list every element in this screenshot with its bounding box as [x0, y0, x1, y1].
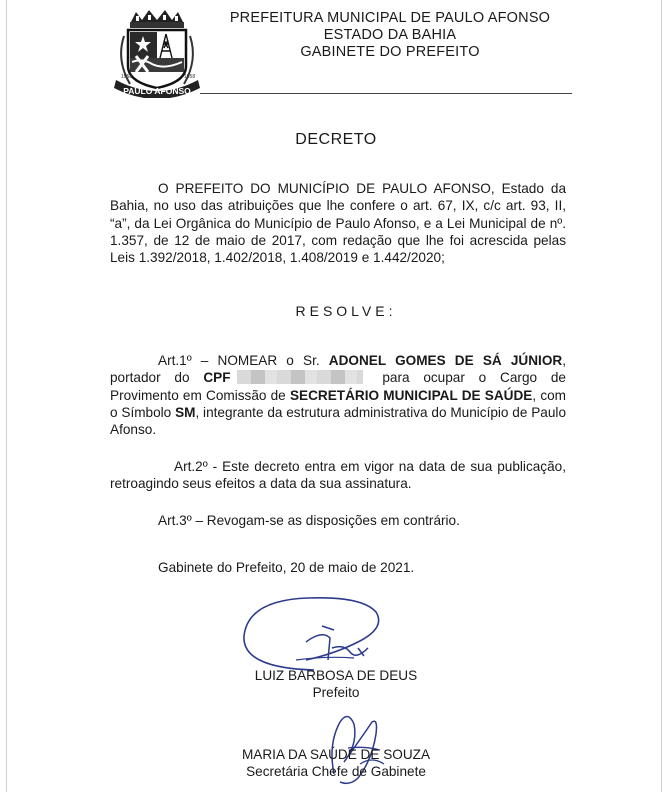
secretary-name: MARIA DA SAÚDE DE SOUZA	[241, 747, 431, 762]
art1-mid2: para ocupar o Cargo de Provimento em Comissão de	[110, 370, 566, 403]
document-title: DECRETO	[295, 131, 377, 148]
article-2: Art.2º - Este decreto entra em vigor na data de sua publicação, retroagindo seus efeitos a data da sua assinatura.	[110, 459, 566, 492]
header-line-3: GABINETE DO PREFEITO	[300, 44, 480, 60]
seal-banner-text: PAULO AFONSO	[123, 86, 191, 96]
article-3: Art.3º – Revogam-se as disposições em contrário.	[158, 513, 460, 528]
coat-of-arms-icon	[108, 6, 206, 98]
mayor-signature-block	[0, 667, 672, 701]
article-1	[110, 352, 566, 438]
art1-mid1: , portador do	[110, 353, 566, 386]
header-line-2: ESTADO DA BAHIA	[323, 27, 457, 43]
date-line: Gabinete do Prefeito, 20 de maio de 2021.	[158, 560, 415, 575]
art1-prefix: Art.1º – NOMEAR o Sr.	[158, 353, 329, 368]
header-line-1: PREFEITURA MUNICIPAL DE PAULO AFONSO	[229, 10, 551, 26]
letterhead	[200, 10, 580, 61]
cpf-label: CPF	[203, 370, 231, 386]
art1-mid3: , com o Símbolo	[110, 387, 567, 420]
secretary-role: Secretária Chefe de Gabinete	[246, 764, 426, 779]
preamble-paragraph: O PREFEITO DO MUNICÍPIO DE PAULO AFONSO, Estado da Bahia, no uso das atribuições que lhe confere o art. 67, IX, c/c art. 93, II, “a”, da Lei Orgânica do Município de Paulo Afonso, e a Lei Municipal de nº. 1.357, de 12 de maio de 2017, com redação que lhe foi acrescida pelas Leis 1.392/2018, 1.402/2018, 1.408/2019 e 1.442/2020;	[110, 181, 566, 266]
art1-suffix: , integrante da estrutura administrativa do Município de Paulo Afonso.	[110, 404, 567, 438]
header-divider	[200, 93, 572, 94]
mayor-name: LUIZ BARBOSA DE DEUS	[254, 668, 418, 683]
seal-year-right: 1958	[184, 74, 196, 80]
seal-year-left: 1958	[121, 74, 133, 80]
cargo-name: SECRETÁRIO MUNICIPAL DE SAÚDE	[289, 387, 533, 403]
appointee-name: ADONEL GOMES DE SÁ JÚNIOR	[328, 353, 563, 368]
symbol-code: SM	[175, 404, 196, 420]
cpf-redaction	[237, 370, 363, 384]
resolve-heading: RESOLVE:	[295, 303, 397, 319]
mayor-role: Prefeito	[312, 685, 360, 700]
secretary-signature-block	[0, 746, 672, 780]
